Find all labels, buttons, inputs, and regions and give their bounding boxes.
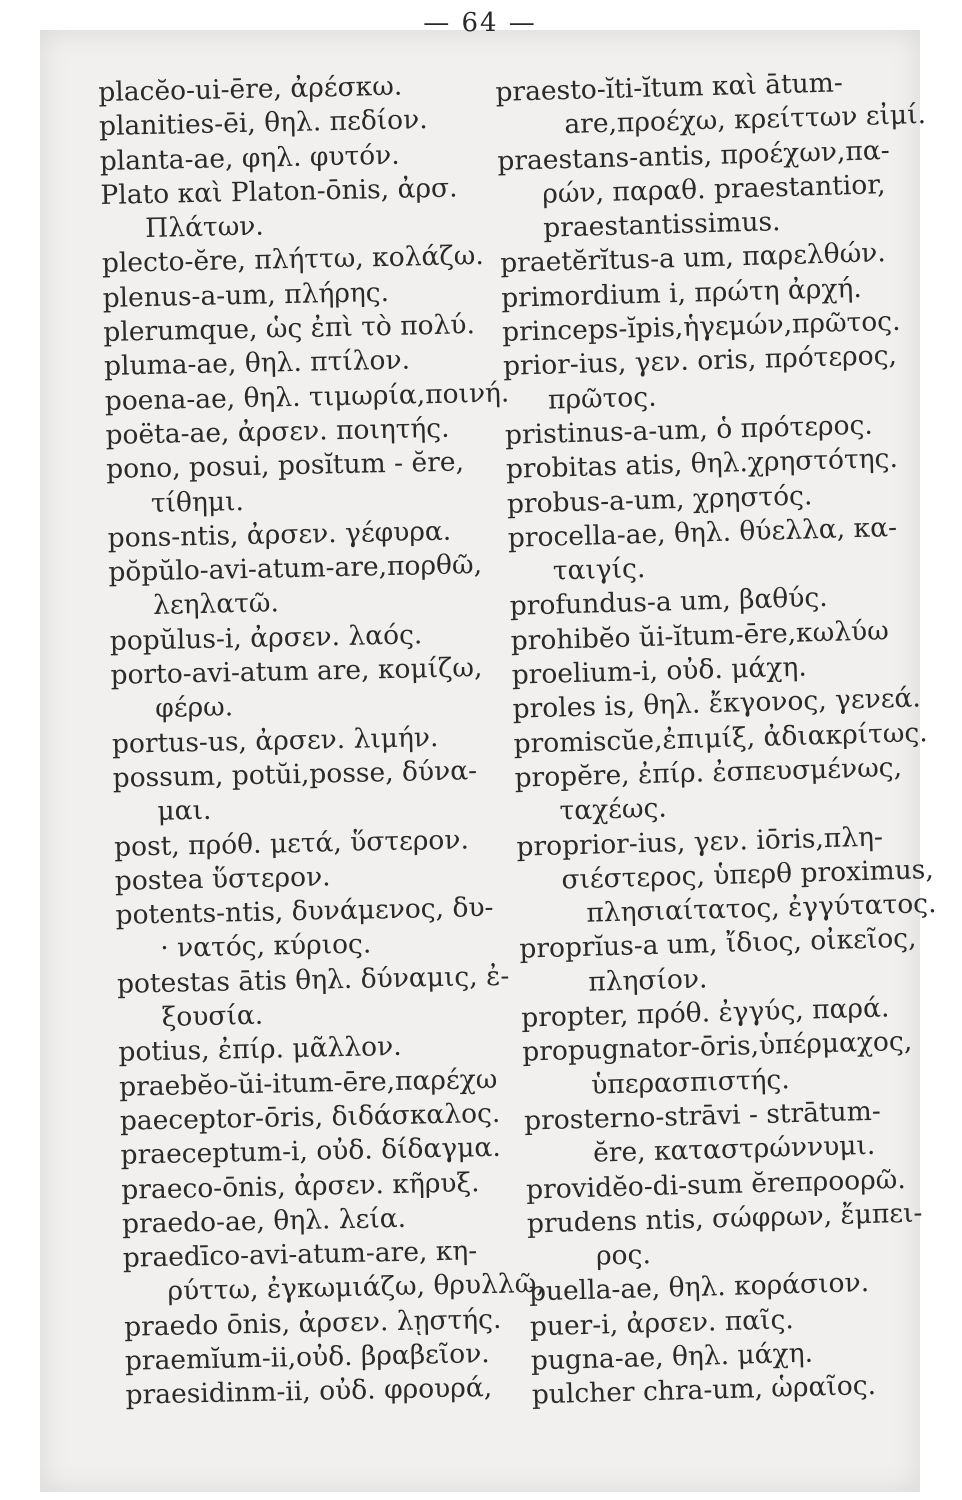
entry-continuation-line: ρος. xyxy=(595,1239,652,1272)
entry-line: praebĕo-ŭi-itum-ēre,παρέχω xyxy=(118,1063,498,1103)
entry-line: proles is, θηλ. ἔκγονος, γενεά. xyxy=(512,682,922,726)
entry-line: poena-ae, θηλ. τιμωρία,ποινή. xyxy=(104,377,510,417)
entry-line: promiscŭe,ἐπιμίξ, ἀδιακρίτως. xyxy=(513,716,929,760)
entry-line: potents-ntis, δυνάμενος, δυ- xyxy=(115,892,494,931)
entry-line: praetĕrĭtus-a um, παρελθών. xyxy=(499,237,887,280)
entry-line: praesidinm-ii, οὐδ. φρουρά, xyxy=(125,1372,493,1411)
page-number: — 64 — xyxy=(423,8,537,38)
entry-line: post, πρόθ. μετά, ὕστερον. xyxy=(113,823,470,863)
entry-continuation-line: ĕre, καταστρώννυμι. xyxy=(592,1130,876,1169)
entry-line: pono, posui, posĭtum - ĕre, xyxy=(105,446,465,486)
entry-line: primordium i, πρώτη ἀρχή. xyxy=(500,272,863,314)
entry-continuation-line: πρῶτος. xyxy=(547,381,657,416)
entry-line: pons-ntis, ἀρσεν. γέφυρα. xyxy=(107,515,452,554)
entry-line: possum, potŭi,posse, δύνα- xyxy=(112,755,478,794)
entry-line: plerumque, ὡς ἐπὶ τὸ πολύ. xyxy=(103,309,476,349)
entry-line: potius, ἐπίρ. μᾶλλον. xyxy=(118,1031,402,1069)
entry-continuation-line: σιέστερος, ὑπερθ proximus, xyxy=(561,853,935,896)
entry-line: princeps-ĭpis,ἡγεμών,πρῶτος. xyxy=(501,305,901,348)
entry-line: pristinus-a-um, ὁ πρότερος. xyxy=(504,409,874,451)
entry-continuation-line: πλησίον. xyxy=(587,963,708,998)
entry-continuation-line: φέρω. xyxy=(154,691,234,725)
entry-line: prior-ius, γεν. oris, πρότερος, xyxy=(502,340,898,383)
entry-continuation-line: λεηλατῶ. xyxy=(152,587,280,622)
entry-continuation-line: · νατός, κύριος. xyxy=(159,928,372,965)
entry-continuation-line: πλησιαίτατος, ἐγγύτατος. xyxy=(585,888,937,929)
entry-line: proprĭus-a um, ἴδιος, οἰκεῖος, xyxy=(518,922,917,966)
entry-continuation-line: praestantissimus. xyxy=(542,206,781,244)
entry-line: praedīco-avi-atum-are, κη- xyxy=(122,1235,478,1274)
entry-line: portus-us, ἀρσεν. λιμήν. xyxy=(111,721,439,760)
entry-line: Plato καὶ Platon-ōnis, ἀρσ. xyxy=(100,172,458,211)
entry-line: pŏpŭlo-avi-atum-are,πορθῶ, xyxy=(108,549,483,589)
entry-line: profundus-a um, βαθύς. xyxy=(509,582,829,623)
entry-line: propĕre, ἐπίρ. ἐσπευσμένως, xyxy=(514,751,903,794)
entry-line: paeceptor-ōris, διδάσκαλος. xyxy=(119,1097,501,1137)
entry-line: pluma-ae, θηλ. πτίλον. xyxy=(103,344,411,383)
entry-line: prohibĕo ŭi-ĭtum-ēre,κωλύω xyxy=(510,614,890,657)
entry-continuation-line: ὑπερασπιστής. xyxy=(590,1063,791,1101)
entry-continuation-line: ταχέως. xyxy=(559,792,668,827)
entry-continuation-line: μαι. xyxy=(157,795,212,828)
entry-line: postea ὕστερον. xyxy=(114,861,331,897)
entry-line: pulcher chra-um, ὡραῖος. xyxy=(531,1370,877,1411)
entry-line: praedo ōnis, ἀρσεν. λῃστής. xyxy=(123,1303,502,1343)
left-column xyxy=(98,68,546,1413)
entry-line: propter, πρόθ. ἐγγύς, παρά. xyxy=(520,992,890,1034)
entry-continuation-line: Πλάτων. xyxy=(144,210,265,245)
entry-continuation-line: are,προέχω, κρείττων εἰμί. xyxy=(563,99,927,141)
entry-line: praesto-ĭti-ĭtum καὶ ātum- xyxy=(495,67,844,108)
entry-line: puer-i, ἀρσεν. παῖς. xyxy=(529,1303,795,1343)
entry-line: planta-ae, φηλ. φυτόν. xyxy=(99,139,400,177)
entry-line: planities-ēi, θηλ. πεδίον. xyxy=(98,104,428,143)
entry-line: praeceptum-i, οὐδ. δίδαγμα. xyxy=(120,1132,502,1171)
entry-line: popŭlus-i, ἀρσεν. λαός. xyxy=(109,619,423,657)
right-column xyxy=(495,64,952,1413)
entry-line: plecto-ĕre, πλήττω, κολάζω. xyxy=(101,240,485,280)
entry-line: pugna-ae, θηλ. μάχη. xyxy=(530,1337,814,1377)
entry-line: poëta-ae, ἀρσεν. ποιητής. xyxy=(105,412,450,451)
entry-line: placĕo-ui-ēre, ἀρέσκω. xyxy=(98,70,403,108)
entry-line: praedo-ae, θηλ. λεία. xyxy=(121,1202,407,1240)
entry-line: probitas atis, θηλ.χρηστότης. xyxy=(505,443,899,486)
entry-line: prosterno-strāvi - strātum- xyxy=(523,1095,882,1137)
entry-continuation-line: ξουσία. xyxy=(161,999,264,1033)
entry-line: propugnator-ōris,ὑπέρμαχος, xyxy=(521,1026,913,1068)
entry-line: prudens ntis, σώφρων, ἔμπει- xyxy=(526,1197,923,1240)
entry-line: praemĭum-ii,οὐδ. βραβεῖον. xyxy=(124,1338,490,1377)
entry-continuation-line: ταιγίς. xyxy=(552,553,646,587)
entry-line: puella-ae, θηλ. κοράσιον. xyxy=(528,1267,870,1308)
dictionary-page xyxy=(40,8,937,1492)
entry-line: probus-a-um, χρηστός. xyxy=(506,479,813,520)
entry-continuation-line: ρύττω, ἐγκωμιάζω, θρυλλῶ, xyxy=(167,1268,546,1308)
entry-line: potestas ātis θηλ. δύναμις, ἐ- xyxy=(116,960,510,1000)
entry-line: plenus-a-um, πλήρης. xyxy=(102,276,390,314)
entry-continuation-line: ρών, παραθ. praestantior, xyxy=(541,169,886,210)
entry-line: porto-avi-atum are, κομίζω, xyxy=(110,652,483,691)
entry-continuation-line: τίθημι. xyxy=(150,485,245,519)
entry-line: praestans-antis, προέχων,πα- xyxy=(496,134,891,177)
entry-line: procella-ae, θηλ. θύελλα, κα- xyxy=(507,511,898,554)
entry-line: providĕo-di-sum ĕreπροορῶ. xyxy=(525,1163,907,1206)
entry-line: proelium-i, οὐδ. μάχη. xyxy=(511,651,808,691)
entry-line: proprior-ius, γεν. iōris,πλη- xyxy=(516,821,884,863)
entry-line: praeco-ōnis, ἀρσεν. κῆρυξ. xyxy=(121,1166,480,1206)
